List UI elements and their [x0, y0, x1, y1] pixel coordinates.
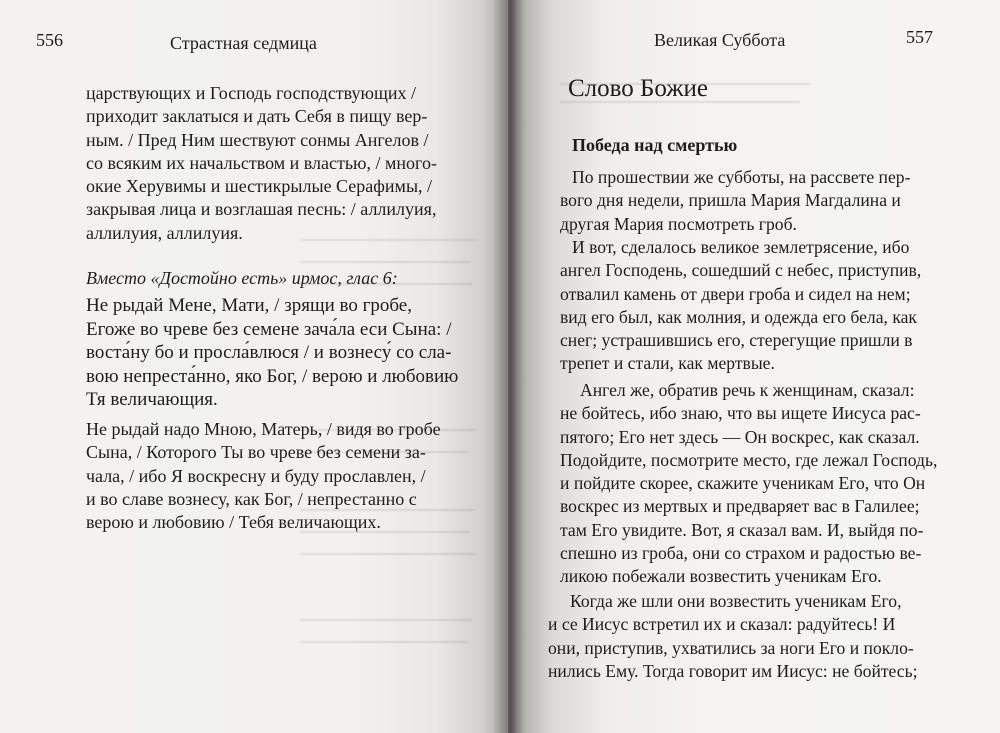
- text-line: закрывая лица и возглашая песнь: / аллилуия,: [86, 199, 437, 220]
- text-line: вид его был, как молния, и одежда его бела, как: [560, 306, 917, 327]
- text-line: нились Ему. Тогда говорит им Иисус: не бойтесь;: [548, 660, 918, 681]
- rubric-text: Вместо «Достойно есть» ирмос, глас 6:: [86, 268, 398, 288]
- right-page-number: 557: [906, 27, 933, 47]
- text-line: ангел Господень, сошедший с небес, приступив,: [560, 260, 922, 281]
- text-line: трепет и стали, как мертвые.: [560, 353, 775, 374]
- paragraph-4: [548, 590, 918, 683]
- text-line: и во славе вознесу, как Бог, / непрестанно с: [86, 488, 417, 509]
- text-line: аллилуия, аллилуия.: [86, 222, 243, 243]
- text-line: вою непреста́нно, яко Бог, / верою и любовию: [86, 365, 459, 387]
- text-line: По прошествии же субботы, на рассвете пер-: [572, 167, 911, 187]
- irmos-church-slavonic: [86, 294, 458, 412]
- paragraph-1: [560, 166, 911, 236]
- text-line: Не рыдай надо Мною, Матерь, / видя во гробе: [86, 419, 441, 439]
- text-line: И вот, сделалось великое землетрясение, ибо: [572, 237, 910, 257]
- rubric: [86, 267, 398, 290]
- text-line: пятого; Его нет здесь — Он воскрес, как сказал.: [560, 426, 920, 447]
- text-line: и се Иисус встретил их и сказал: радуйтесь! И: [548, 614, 896, 635]
- text-line: там Его увидите. Вот, я сказал вам. И, выйдя по-: [560, 519, 924, 540]
- text-line: Когда же шли они возвестить ученикам Его,: [570, 591, 902, 611]
- text-line: приходит заклатыся и дать Себя в пищу вер-: [86, 106, 428, 127]
- irmos-russian: [86, 418, 441, 534]
- section-heading: Слово Божие: [568, 75, 709, 102]
- left-continuation-paragraph: [86, 82, 437, 245]
- text-line: Не рыдай Мене, Мати, / зрящи во гробе,: [86, 295, 412, 316]
- book-gutter-shadow: [492, 0, 526, 733]
- text-line: Сына, / Которого Ты во чреве без семени за-: [86, 442, 426, 463]
- text-line: царствующих и Господь господствующих /: [86, 83, 417, 103]
- text-line: окие Херувимы и шестикрылые Серафимы, /: [86, 176, 433, 197]
- text-line: воста́ну бо и просла́влюся / и вознесу́ со сла-: [86, 342, 452, 364]
- text-line: отвалил камень от двери гроба и сидел на нем;: [560, 283, 911, 304]
- paragraph-3: [560, 379, 938, 589]
- text-line: со всяким их начальством и властью, / много-: [86, 152, 437, 173]
- text-line: Ангел же, обратив речь к женщинам, сказал:: [580, 380, 915, 400]
- text-line: воскрес из мертвых и предваряет вас в Галилее;: [560, 496, 920, 517]
- text-line: они, приступив, ухватились за ноги Его и покло-: [548, 637, 914, 658]
- text-line: Егоже во чреве без семене зача́ла еси Сына: /: [86, 318, 452, 340]
- text-line: не бойтесь, ибо знаю, что вы ищете Иисуса рас-: [560, 403, 921, 424]
- text-line: Тя величающия.: [86, 389, 218, 411]
- text-line: ным. / Пред Ним шествуют сонмы Ангелов /: [86, 129, 429, 150]
- text-line: чала, / ибо Я воскресну и буду прославлен, /: [86, 465, 426, 486]
- text-line: Подойдите, посмотрите место, где лежал Господь,: [560, 449, 938, 470]
- text-line: ликою побежали возвестить ученикам Его.: [560, 566, 882, 587]
- text-line: другая Мария посмотреть гроб.: [560, 213, 797, 234]
- subheading: Победа над смертью: [572, 135, 738, 155]
- text-line: спешно из гроба, они со страхом и радостью ве-: [560, 543, 922, 564]
- paragraph-2: [560, 236, 922, 376]
- text-line: снег; устрашившись его, стерегущие пришли в: [560, 330, 913, 351]
- text-line: и пойдите скорее, скажите ученикам Его, что Он: [560, 473, 926, 494]
- left-page-number: 556: [36, 30, 63, 50]
- right-running-title: Великая Суббота: [654, 30, 786, 50]
- left-running-title: Страстная седмица: [170, 33, 317, 53]
- text-line: вого дня недели, пришла Мария Магдалина и: [560, 190, 901, 211]
- text-line: верою и любовию / Тебя величающих.: [86, 512, 381, 533]
